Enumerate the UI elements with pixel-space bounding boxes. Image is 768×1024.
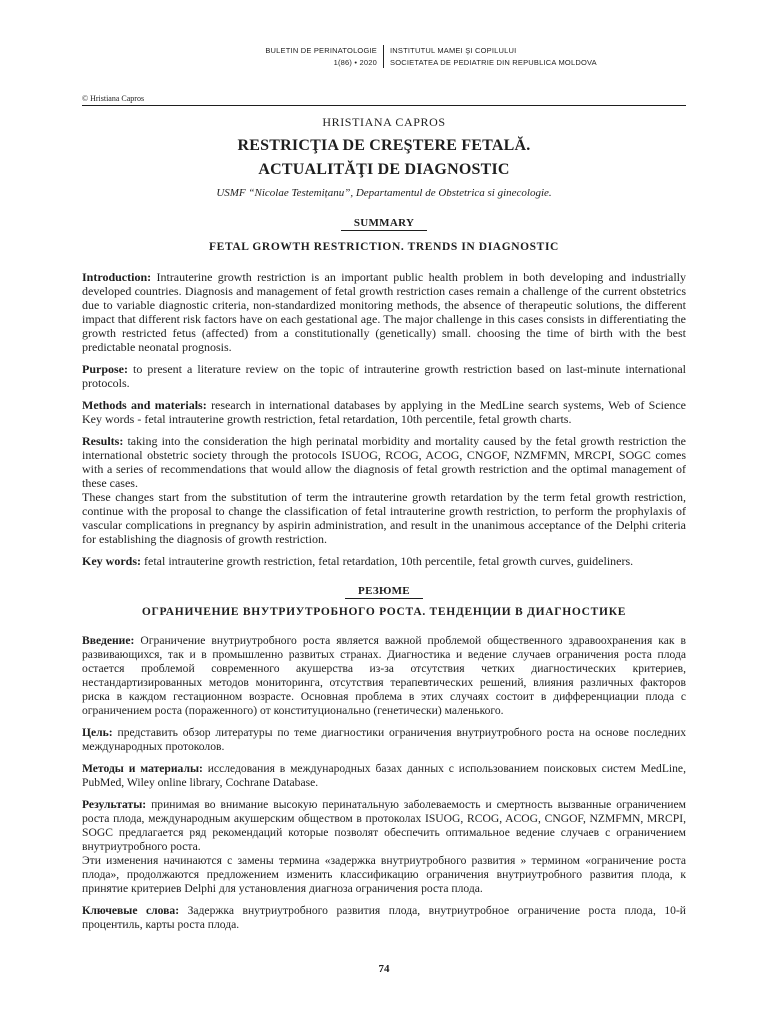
masthead-divider bbox=[383, 45, 384, 68]
abstract-keywords bbox=[82, 554, 686, 568]
abstract-results-continuation: Эти изменения начинаются с замены термина «задержка внутриутробного развития » термином «ограничение роста плода», продолжаются предложением изменить классификацию ограничения внутриутробного развития плода, к принятие критериев Delphi для установления диагноза ограничения роста плода. bbox=[82, 854, 686, 895]
summary-label-row bbox=[82, 583, 686, 597]
abstract-label: Цель: bbox=[82, 726, 113, 739]
abstract-methods bbox=[82, 762, 686, 790]
abstract-label: Введение: bbox=[82, 634, 135, 647]
abstract-text: to present a literature review on the topic of intrauterine growth restriction based on last-minute international protocols. bbox=[82, 362, 687, 390]
abstract-label: Методы и материалы: bbox=[82, 762, 203, 775]
journal-issue: 1(86) • 2020 bbox=[333, 57, 377, 67]
abstract-text: представить обзор литературы по теме диагностики ограничения внутриутробного роста на основе последних международных протоколов. bbox=[82, 726, 687, 753]
abstract-purpose bbox=[82, 726, 686, 754]
society-name: SOCIETATEA DE PEDIATRIE DIN REPUBLICA MOLDOVA bbox=[390, 57, 597, 67]
abstract-label: Key words: bbox=[82, 554, 141, 568]
article-author: HRISTIANA CAPROS bbox=[322, 115, 446, 129]
abstract-text: Intrauterine growth restriction is an important public health problem in both developing and industrially developed countries. Diagnosis and management of fetal growth restriction cases remain a challenge of the current obstetrics due to variable diagnostic criteria, non-standardized monitoring methods, the absence of therapeutic solutions, the different impact that different risk factors have on each gestational age. The major challenge in this cases consists in differentiating the growth restricted fetus (affected) from a constitutionally (genetically) small. choosing the time of birth with the best predictable neonatal prognosis. bbox=[82, 270, 686, 354]
abstract-label: Methods and materials: bbox=[82, 398, 207, 412]
abstract-methods bbox=[82, 398, 686, 426]
abstract-text: fetal intrauterine growth restriction, fetal retardation, 10th percentile, fetal growth curves, guideliners. bbox=[144, 554, 634, 568]
abstract-keywords bbox=[82, 904, 686, 932]
journal-masthead bbox=[265, 45, 377, 68]
abstract-purpose bbox=[82, 362, 686, 390]
abstract-label: Introduction: bbox=[82, 270, 152, 284]
summary-heading: ОГРАНИЧЕНИЕ ВНУТРИУТРОБНОГО РОСТА. ТЕНДЕНЦИИ В ДИАГНОСТИКЕ bbox=[141, 606, 627, 618]
abstract-text: принимая во внимание высокую перинатальную заболеваемость и смертность вызванные ограничением роста плода, международным акушерским обществом в протоколах ISUOG, RCOG, ACOG, CNGOF, NZMFMN, MRCPI, SOGC предлагается ряд рекомендаций которые позволят обеспечить оптимальное ведение случаев с ограничением внутриутробного роста. bbox=[82, 798, 686, 853]
abstract-introduction bbox=[82, 634, 686, 718]
author-affiliation: USMF “Nicolae Testemițanu”, Departamentul de Obstetrica si ginecologie. bbox=[216, 187, 552, 199]
publisher-masthead bbox=[390, 45, 597, 68]
header-rule bbox=[82, 105, 686, 106]
summary-section-label: SUMMARY bbox=[341, 217, 427, 231]
summary-heading: FETAL GROWTH RESTRICTION. TRENDS IN DIAGNOSTIC bbox=[209, 241, 559, 253]
journal-title: BULETIN DE PERINATOLOGIE bbox=[265, 46, 377, 55]
abstract-results-continuation: These changes start from the substitution of term the intrauterine growth retardation by the term fetal growth restriction, continue with the proposal to change the classification of fetal intrauterine growth restriction, to perform the prophylaxis of vascular complications in pregnancy by aspirin administration, and result in the unanimous acceptance of the Delphi criteria for establishing the diagnosis of growth restriction. bbox=[82, 490, 686, 546]
summary-section-label: РЕЗЮМЕ bbox=[345, 585, 423, 599]
abstract-text: taking into the consideration the high perinatal morbidity and mortality caused by the fetal growth restriction the international obstetric society through the protocols ISUOG, RCOG, ACOG, CNGOF, NZMFMN, MRCPI, SOGC comes with a series of recommendations that would allow the diagnosis of fetal growth restriction and the optimal management of these cases. bbox=[82, 434, 686, 490]
institution-name: INSTITUTUL MAMEI ŞI COPILULUI bbox=[390, 46, 517, 55]
abstract-label: Результаты: bbox=[82, 798, 147, 811]
abstract-label: Purpose: bbox=[82, 362, 128, 376]
abstract-results bbox=[82, 798, 686, 854]
abstract-text: исследования в международных базах данных с использованием поисковых систем MedLine, PubMed, Wiley online library, Cochrane Database. bbox=[82, 762, 686, 789]
summary-russian bbox=[82, 583, 686, 932]
abstract-label: Ключевые слова: bbox=[82, 904, 180, 917]
article-body bbox=[82, 114, 686, 932]
abstract-text: Ограничение внутриутробного роста является важной проблемой общественного здравоохранения как в развивающихся, так и в промышленно развитых странах. Диагностика и ведение случаев ограничения роста плода остается проблемой современного акушерства из-за отсутствия четких диагностических критериев, нестандартизированных методов мониторинга, отсутствия терапевтических решений, влияния различных факторов риска в каждом гестационном возрасте. Основная проблема в этих случаях состоит в дифференциации плода с ограничением роста (пораженного) от конституционально (генетически) маленького. bbox=[82, 634, 686, 717]
abstract-results bbox=[82, 434, 686, 490]
article-title-line-2: ACTUALITĂŢI DE DIAGNOSTIC bbox=[258, 161, 510, 178]
page-number: 74 bbox=[378, 963, 390, 975]
article-title bbox=[82, 134, 686, 182]
summary-english bbox=[82, 215, 686, 568]
abstract-label: Results: bbox=[82, 434, 124, 448]
copyright-notice: © Hristiana Capros bbox=[82, 94, 145, 103]
article-title-line-1: RESTRICŢIA DE CREŞTERE FETALĂ. bbox=[237, 137, 531, 154]
abstract-text: Задержка внутриутробного развития плода, внутриутробное ограничение роста плода, 10-й процентиль, карты роста плода. bbox=[82, 904, 687, 931]
abstract-text: research in international databases by applying in the MedLine search systems, Web of Science Key words - fetal intrauterine growth restriction, fetal retardation, 10th percentile, fetal growth charts. bbox=[82, 398, 686, 426]
summary-label-row bbox=[82, 215, 686, 229]
abstract-introduction bbox=[82, 270, 686, 354]
